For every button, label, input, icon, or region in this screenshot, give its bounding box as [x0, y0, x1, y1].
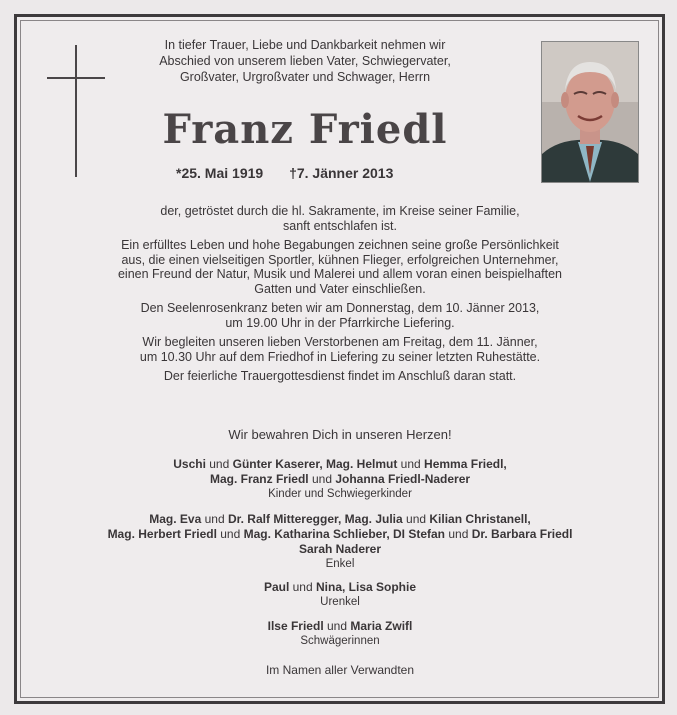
obituary-body — [60, 204, 620, 389]
paragraph-rosary — [60, 301, 620, 330]
portrait-illustration — [542, 42, 638, 182]
relation-label: Urenkel — [320, 596, 360, 608]
text-line: sanft entschlafen ist. — [283, 218, 397, 233]
death-date: †7. Jänner 2013 — [289, 165, 394, 181]
family-line: Mag. Eva und Dr. Ralf Mitteregger, Mag. Julia und Kilian Christanell, — [149, 512, 531, 526]
family-line: Mag. Franz Friedl und Johanna Friedl-Naderer — [209, 472, 471, 486]
family-children — [60, 457, 620, 502]
family-great-grandchildren — [60, 580, 620, 610]
text-line: aus, die einen vielseitigen Sportler, kühnen Flieger, erfolgreichen Unternehmer, — [121, 252, 559, 267]
family-line: Sarah Naderer — [298, 542, 382, 556]
family-grandchildren — [60, 512, 620, 572]
text-line: Den Seelenrosenkranz beten wir am Donnerstag, dem 10. Jänner 2013, — [140, 301, 540, 315]
paragraph-service — [60, 369, 620, 384]
family-sisters-in-law — [60, 619, 620, 649]
family-line: Paul und Nina, Lisa Sophie — [263, 580, 417, 594]
portrait-photo — [541, 41, 639, 183]
deceased-name: Franz Friedl — [162, 106, 448, 153]
intro-line: Großvater, Urgroßvater und Schwager, Herrn — [179, 70, 431, 84]
text-line: Wir begleiten unseren lieben Verstorbenen am Freitag, dem 11. Jänner, — [142, 335, 538, 349]
relation-label: Kinder und Schwiegerkinder — [268, 488, 412, 500]
text-line: einen Freund der Natur, Musik und Malerei und allem voran einen beispielhaften — [117, 267, 562, 281]
text-line: um 10.30 Uhr auf dem Friedhof in Liefering zu seiner letzten Ruhestätte. — [139, 349, 541, 364]
intro-line: In tiefer Trauer, Liebe und Dankbarkeit nehmen wir — [164, 38, 446, 52]
paragraph-funeral — [60, 335, 620, 364]
family-line: Uschi und Günter Kaserer, Mag. Helmut und Hemma Friedl, — [173, 457, 507, 471]
text-line: der, getröstet durch die hl. Sakramente, im Kreise seiner Familie, — [160, 204, 520, 218]
relation-label: Schwägerinnen — [300, 635, 380, 647]
closing-line: Im Namen aller Verwandten — [265, 663, 415, 677]
cross-icon-bar — [47, 77, 105, 79]
text-line: Der feierliche Trauergottesdienst findet im Anschluß daran statt. — [163, 369, 517, 383]
life-dates — [176, 165, 476, 181]
family-line: Ilse Friedl und Maria Zwifl — [267, 619, 413, 633]
paragraph-death — [60, 204, 620, 233]
intro-line: Abschied von unserem lieben Vater, Schwiegervater, — [159, 54, 451, 68]
text-line: Gatten und Vater einschließen. — [254, 281, 426, 296]
family-line: Mag. Herbert Friedl und Mag. Katharina Schlieber, DI Stefan und Dr. Barbara Friedl — [107, 527, 573, 541]
birth-date: *25. Mai 1919 — [176, 165, 264, 181]
relation-label: Enkel — [325, 558, 355, 570]
intro-text — [120, 37, 490, 85]
paragraph-life — [60, 238, 620, 296]
text-line: Ein erfülltes Leben und hohe Begabungen zeichnen seine große Persönlichkeit — [121, 238, 559, 252]
motto: Wir bewahren Dich in unseren Herzen! — [228, 427, 452, 442]
text-line: um 19.00 Uhr in der Pfarrkirche Liefering. — [225, 315, 455, 330]
cross-icon — [75, 45, 77, 177]
